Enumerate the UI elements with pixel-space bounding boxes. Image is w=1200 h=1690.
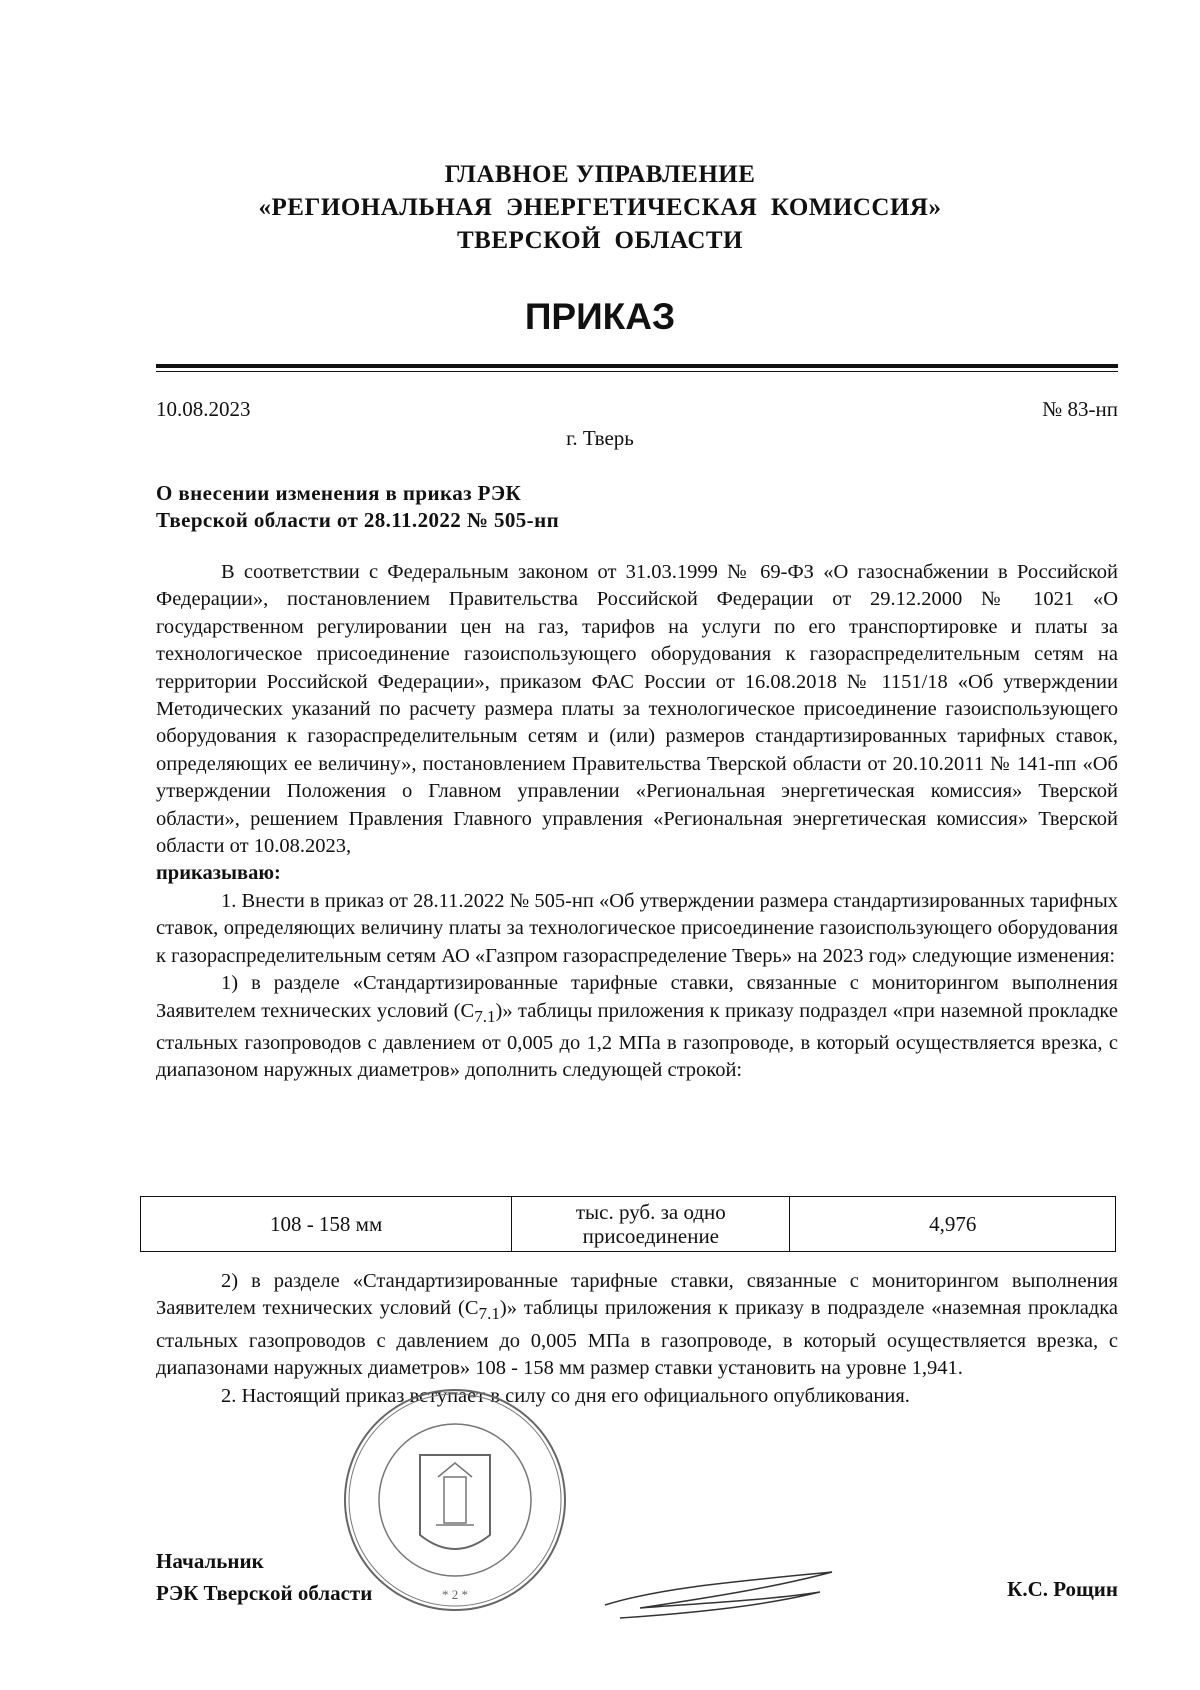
- signatory-position-line-2: РЭК Тверской области: [156, 1581, 373, 1605]
- subitem-2-paragraph: [156, 1268, 1118, 1383]
- table-cell-diameter: 108 - 158 мм: [141, 1197, 512, 1252]
- order-word: приказываю:: [156, 862, 281, 885]
- item-2-paragraph: 2. Настоящий приказ вступает в силу со дня его официального опубликования.: [221, 1384, 910, 1407]
- document-city: г. Тверь: [566, 426, 634, 450]
- document-subject: [156, 480, 676, 534]
- intro-paragraph: В соответствии с Федеральным законом от 31.03.1999 № 69-ФЗ «О газоснабжении в Российской Федерации», постановлением Правительства Российской Федерации от 29.12.2000 № 1021 «О государственном регулировании цен на газ, тарифов на услуги по его транспортировке и платы за технологическое присоединение газоиспользующего оборудования к газораспределительным сетям на территории Российской Федерации», приказом ФАС России от 16.08.2018 № 1151/18 «Об утверждении Методических указаний по расчету размера платы за технологическое присоединение газоиспользующего оборудования к газораспределительным сетям и (или) размеров стандартизированных тарифных ставок, определяющих ее величину», постановлением Правительства Тверской области от 20.10.2011 № 141-пп «Об утверждении Положения о Главном управлении «Региональная энергетическая комиссия» Тверской области», решением Правления Главного управления «Региональная энергетическая комиссия» Тверской области от 10.08.2023,: [156, 561, 1118, 858]
- signature-icon: [600, 1560, 840, 1630]
- table-cell-value: 4,976: [790, 1197, 1116, 1252]
- subitem-1-text-a: 1) в разделе «Стандартизированные тарифные ставки, связанные с мониторингом выполнения Заявителем технических условий (С: [156, 972, 1118, 1022]
- header-line-1: ГЛАВНОЕ УПРАВЛЕНИЕ: [444, 161, 756, 188]
- subitem-2-text-b: )» таблицы приложения к приказу в подразделе «наземная прокладка стальных газопроводов с давлением до 0,005 МПа в газопроводе, в который осуществляется врезка, с диапазонами наружных диаметров» 108 - 158 мм размер ставки установить на уровне 1,941.: [156, 1297, 1118, 1380]
- table-cell-unit: [512, 1197, 790, 1252]
- subject-line-2: Тверской области от 28.11.2022 № 505-нп: [156, 508, 560, 532]
- subitem-1-paragraph: [156, 970, 1118, 1085]
- header-line-3: ТВЕРСКОЙ ОБЛАСТИ: [456, 227, 743, 254]
- rate-table: [140, 1196, 1116, 1252]
- subject-line-1: О внесении изменения в приказ РЭК: [156, 481, 522, 505]
- header-divider-thin: [156, 371, 1118, 372]
- signatory-position: [156, 1545, 372, 1609]
- issuer-header: [0, 158, 1200, 257]
- header-line-2: «РЕГИОНАЛЬНАЯ ЭНЕРГЕТИЧЕСКАЯ КОМИССИЯ»: [258, 194, 942, 221]
- item-1-paragraph: 1. Внести в приказ от 28.11.2022 № 505-нп «Об утверждении размера стандартизированных тарифных ставок, определяющих величину платы за технологическое присоединение газоиспользующего оборудования к газораспределительным сетям АО «Газпром газораспределение Тверь» на 2023 год» следующие изменения:: [156, 889, 1118, 967]
- signatory-position-line-1: Начальник: [156, 1549, 264, 1573]
- closing-section: [156, 1268, 1118, 1410]
- seal-icon: [340, 1385, 570, 1615]
- signatory-name: К.С. Рощин: [1007, 1577, 1118, 1601]
- table-row: [141, 1197, 1116, 1252]
- subitem-1-subscript: 7.1: [474, 1006, 496, 1026]
- subitem-2-text-a: 2) в разделе «Стандартизированные тарифные ставки, связанные с мониторингом выполнения Заявителем технических условий (С: [156, 1270, 1118, 1320]
- header-divider-thick: [156, 364, 1118, 368]
- unit-line-1: тыс. руб. за одно: [575, 1200, 726, 1224]
- unit-line-2: присоединение: [582, 1224, 720, 1248]
- document-number: № 83-нп: [1042, 397, 1118, 421]
- stamp-number: * 2 *: [442, 1587, 468, 1602]
- subitem-2-subscript: 7.1: [478, 1304, 500, 1324]
- document-date: 10.08.2023: [156, 397, 251, 421]
- subitem-1-text-b: )» таблицы приложения к приказу подраздел «при наземной прокладке стальных газопроводов с давлением от 0,005 до 1,2 МПа в газопроводе, в который осуществляется врезка, с диапазоном наружных диаметров» дополнить следующей строкой:: [156, 999, 1118, 1082]
- document-type-title: ПРИКАЗ: [524, 296, 676, 337]
- intro-section: [156, 559, 1118, 1085]
